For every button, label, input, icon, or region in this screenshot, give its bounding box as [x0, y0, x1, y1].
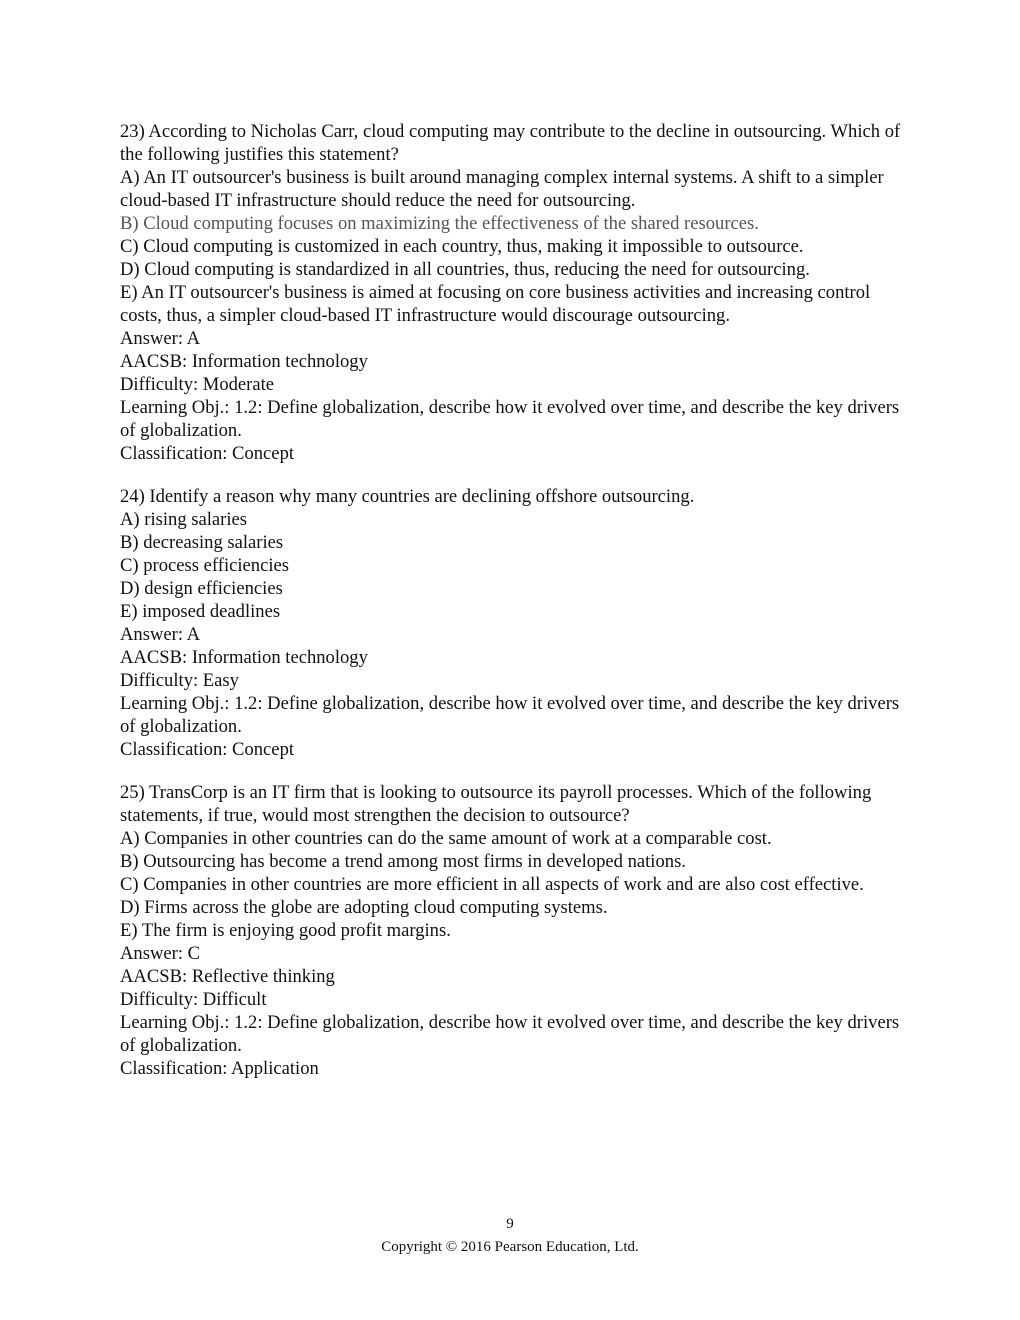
learning-objective-line: Learning Obj.: 1.2: Define globalization, describe how it evolved over time, and describe the key drivers of globalization. [120, 397, 900, 441]
question-23 [120, 120, 910, 465]
option-d: D) design efficiencies [120, 578, 283, 599]
option-b: B) Outsourcing has become a trend among most firms in developed nations. [120, 851, 686, 872]
option-c: C) Companies in other countries are more efficient in all aspects of work and are also cost effective. [120, 874, 864, 895]
answer-line: Answer: A [120, 624, 201, 645]
classification-line: Classification: Concept [120, 739, 295, 760]
option-b: B) decreasing salaries [120, 532, 284, 553]
answer-line: Answer: C [120, 943, 201, 964]
option-e: E) An IT outsourcer's business is aimed at focusing on core business activities and increasing control costs, thus, a simpler cloud-based IT infrastructure would discourage outsourcing. [120, 282, 871, 326]
option-d: D) Cloud computing is standardized in all countries, thus, reducing the need for outsourcing. [120, 259, 810, 280]
option-c: C) process efficiencies [120, 555, 289, 576]
page-content [120, 120, 910, 1100]
option-e: E) The firm is enjoying good profit margins. [120, 920, 451, 941]
difficulty-line: Difficulty: Difficult [120, 989, 267, 1010]
option-a: A) An IT outsourcer's business is built around managing complex internal systems. A shift to a simpler cloud-based IT infrastructure should reduce the need for outsourcing. [120, 167, 884, 211]
classification-line: Classification: Application [120, 1058, 319, 1079]
learning-objective-line: Learning Obj.: 1.2: Define globalization, describe how it evolved over time, and describe the key drivers of globalization. [120, 693, 900, 737]
option-a: A) rising salaries [120, 509, 248, 530]
option-c: C) Cloud computing is customized in each country, thus, making it impossible to outsource. [120, 236, 804, 257]
question-stem: 23) According to Nicholas Carr, cloud computing may contribute to the decline in outsourcing. Which of the following justifies this statement? [120, 121, 901, 165]
page-number: 9 [506, 1216, 514, 1232]
aacsb-line: AACSB: Information technology [120, 647, 368, 668]
copyright-notice: Copyright © 2016 Pearson Education, Ltd. [381, 1239, 639, 1255]
question-25 [120, 781, 910, 1080]
question-24 [120, 485, 910, 761]
question-stem: 24) Identify a reason why many countries are declining offshore outsourcing. [120, 486, 695, 507]
answer-line: Answer: A [120, 328, 201, 349]
aacsb-line: AACSB: Information technology [120, 351, 368, 372]
learning-objective-line: Learning Obj.: 1.2: Define globalization, describe how it evolved over time, and describe the key drivers of globalization. [120, 1012, 900, 1056]
difficulty-line: Difficulty: Moderate [120, 374, 275, 395]
classification-line: Classification: Concept [120, 443, 295, 464]
question-stem: 25) TransCorp is an IT firm that is looking to outsource its payroll processes. Which of the following statements, if true, would most strengthen the decision to outsource? [120, 782, 872, 826]
aacsb-line: AACSB: Reflective thinking [120, 966, 335, 987]
option-e: E) imposed deadlines [120, 601, 281, 622]
option-d: D) Firms across the globe are adopting cloud computing systems. [120, 897, 608, 918]
difficulty-line: Difficulty: Easy [120, 670, 239, 691]
option-a: A) Companies in other countries can do the same amount of work at a comparable cost. [120, 828, 772, 849]
option-b: B) Cloud computing focuses on maximizing the effectiveness of the shared resources. [120, 213, 759, 234]
